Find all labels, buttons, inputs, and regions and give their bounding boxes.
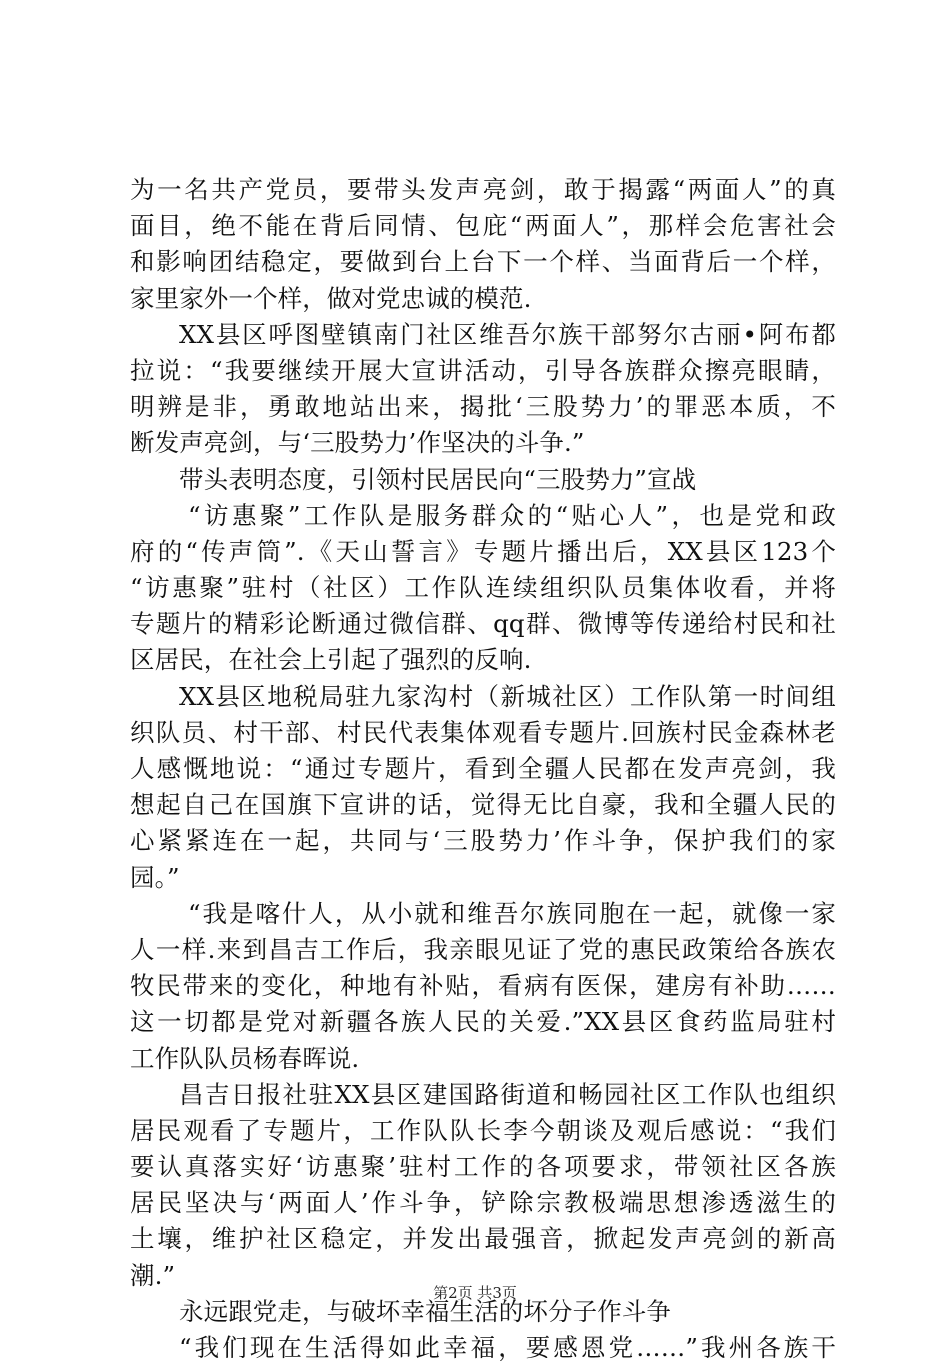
- page-footer: [0, 1282, 950, 1303]
- text-line: 昌吉日报社驻XX县区建国路街道和畅园社区工作队也组织: [179, 1079, 836, 1109]
- text-line: 织队员、村干部、村民代表集体观看专题片.回族村民金森林老: [130, 717, 836, 747]
- text-line: 居民观看了专题片，工作队队长李今朝谈及观后感说：“我们: [130, 1115, 836, 1145]
- text-line: 牧民带来的变化，种地有补贴，看病有医保，建房有补助……: [130, 971, 836, 1001]
- text-line: 人感慨地说：“通过专题片，看到全疆人民都在发声亮剑，我: [130, 754, 836, 783]
- text-line: 想起自己在国旗下宣讲的话，觉得无比自豪，我和全疆人民的: [130, 790, 836, 820]
- document-body: [130, 172, 836, 1366]
- text-line: 居民坚决与‘两面人’作斗争，铲除宗教极端思想渗透滋生的: [130, 1188, 836, 1218]
- section-heading: 带头表明态度，引领村民居民向“三股势力”宣战: [179, 464, 697, 494]
- text-line: 区居民，在社会上引起了强烈的反响.: [130, 645, 532, 675]
- text-line: 心紧紧连在一起，共同与‘三股势力’作斗争，保护我们的家: [130, 826, 836, 856]
- text-line: 家里家外一个样，做对党忠诚的模范.: [130, 283, 532, 313]
- text-line: 专题片的精彩论断通过微信群、qq群、微博等传递给村民和社: [130, 609, 836, 639]
- text-line: 人一样.来到昌吉工作后，我亲眼见证了党的惠民政策给各族农: [130, 934, 836, 964]
- text-line: “访惠聚”工作队是服务群众的“贴心人”，也是党和政: [188, 500, 836, 530]
- text-line: 明辨是非，勇敢地站出来，揭批‘三股势力’的罪恶本质，不: [130, 392, 836, 422]
- text-line: “访惠聚”驻村（社区）工作队连续组织队员集体收看，并将: [130, 573, 836, 603]
- text-line: 园。”: [130, 862, 180, 892]
- text-line: XX县区地税局驻九家沟村（新城社区）工作队第一时间组: [179, 681, 836, 711]
- section-heading: 永远跟党走，与破坏幸福生活的坏分子作斗争: [179, 1296, 671, 1326]
- text-line: 拉说：“我要继续开展大宣讲活动，引导各族群众擦亮眼睛，: [130, 355, 836, 385]
- text-line: 土壤，维护社区稳定，并发出最强音，掀起发声亮剑的新高: [130, 1224, 836, 1254]
- text-line: 工作队队员杨春晖说.: [130, 1043, 360, 1073]
- text-line: 府的“传声筒”.《天山誓言》专题片播出后，XX县区123个: [130, 536, 836, 566]
- text-line: 和影响团结稳定，要做到台上台下一个样、当面背后一个样，: [130, 247, 836, 277]
- text-line: 要认真落实好‘访惠聚’驻村工作的各项要求，带领社区各族: [130, 1152, 836, 1182]
- text-line: 面目，绝不能在背后同情、包庇“两面人”，那样会危害社会: [130, 211, 836, 241]
- text-line: “我们现在生活得如此幸福，要感恩党……”我州各族干: [179, 1333, 836, 1362]
- page-number-label: 第2页 共3页: [433, 1284, 517, 1302]
- text-line: XX县区呼图壁镇南门社区维吾尔族干部努尔古丽•阿布都: [179, 319, 836, 349]
- text-line: 断发声亮剑，与‘三股势力’作坚决的斗争.”: [130, 428, 585, 458]
- text-line: “我是喀什人，从小就和维吾尔族同胞在一起，就像一家: [188, 898, 836, 928]
- text-line: 潮.”: [130, 1260, 176, 1290]
- text-line: 这一切都是党对新疆各族人民的关爱.”XX县区食药监局驻村: [130, 1007, 836, 1037]
- text-line: 为一名共产党员，要带头发声亮剑，敢于揭露“两面人”的真: [130, 175, 836, 204]
